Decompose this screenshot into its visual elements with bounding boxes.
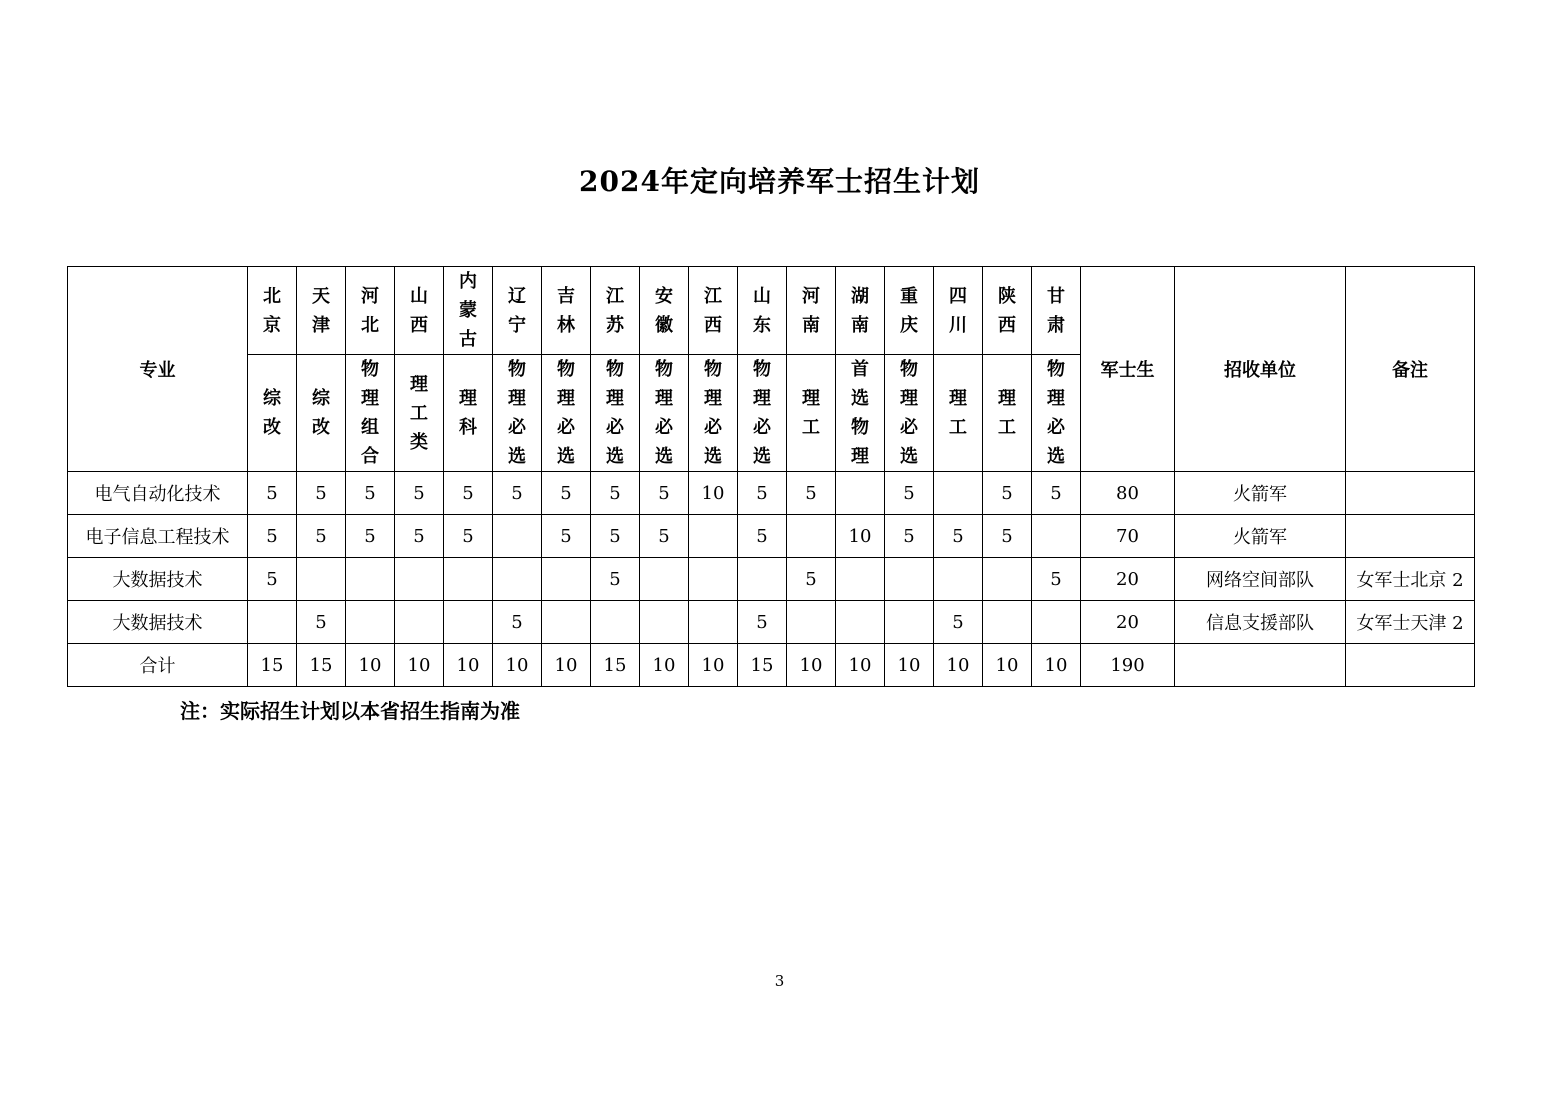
quota-cell: 5 [542, 472, 591, 515]
province-header [787, 267, 836, 355]
unit-cell: 火箭军 [1175, 472, 1346, 515]
subject-header [542, 355, 591, 472]
table-row [68, 515, 1475, 558]
quota-cell: 5 [395, 472, 444, 515]
quota-cell: 10 [689, 644, 738, 687]
quota-cell: 10 [346, 644, 395, 687]
quota-cell: 5 [248, 558, 297, 601]
province-header [689, 267, 738, 355]
quota-cell: 10 [787, 644, 836, 687]
quota-cell [395, 601, 444, 644]
quota-cell: 5 [591, 472, 640, 515]
subject-label: 理工 [998, 388, 1016, 438]
quota-cell [836, 601, 885, 644]
province-label: 安徽 [655, 285, 673, 336]
quota-cell [934, 472, 983, 515]
subject-label: 物理组合 [361, 359, 379, 467]
quota-cell [297, 558, 346, 601]
table-row [68, 601, 1475, 644]
quota-cell [640, 601, 689, 644]
quota-cell [493, 515, 542, 558]
quota-cell [787, 601, 836, 644]
remark-cell: 女军士北京 2 [1346, 558, 1475, 601]
major-cell: 合计 [68, 644, 248, 687]
quota-cell: 5 [885, 472, 934, 515]
subject-label: 物理必选 [900, 359, 918, 467]
quota-cell [689, 601, 738, 644]
province-header [395, 267, 444, 355]
quota-cell: 5 [248, 472, 297, 515]
quota-cell: 5 [640, 472, 689, 515]
quota-cell [1032, 515, 1081, 558]
unit-cell: 信息支援部队 [1175, 601, 1346, 644]
quota-cell [836, 472, 885, 515]
quota-cell [395, 558, 444, 601]
major-header: 专业 [68, 267, 248, 472]
subject-header [444, 355, 493, 472]
enrollment-plan-table [67, 266, 1475, 687]
total-cell: 70 [1081, 515, 1175, 558]
subject-header [346, 355, 395, 472]
remark-cell [1346, 644, 1475, 687]
quota-cell: 5 [591, 515, 640, 558]
quota-cell [983, 601, 1032, 644]
quota-cell: 5 [738, 601, 787, 644]
quota-cell [346, 558, 395, 601]
subject-header [934, 355, 983, 472]
subject-header [591, 355, 640, 472]
province-header [542, 267, 591, 355]
unit-header: 招收单位 [1175, 267, 1346, 472]
quota-cell: 5 [493, 601, 542, 644]
subject-label: 物理必选 [508, 359, 526, 467]
quota-cell [934, 558, 983, 601]
province-header [1032, 267, 1081, 355]
quota-cell: 10 [836, 515, 885, 558]
total-cell: 80 [1081, 472, 1175, 515]
table-body [68, 472, 1475, 687]
subject-header [689, 355, 738, 472]
province-header [983, 267, 1032, 355]
quota-cell: 5 [297, 472, 346, 515]
province-header [885, 267, 934, 355]
quota-cell: 10 [1032, 644, 1081, 687]
province-label: 重庆 [900, 285, 918, 336]
quota-cell: 5 [738, 515, 787, 558]
quota-cell: 10 [689, 472, 738, 515]
quota-cell [885, 558, 934, 601]
quota-cell [983, 558, 1032, 601]
quota-cell: 10 [493, 644, 542, 687]
quota-cell [493, 558, 542, 601]
quota-cell: 5 [493, 472, 542, 515]
major-cell: 大数据技术 [68, 601, 248, 644]
subject-header [885, 355, 934, 472]
quota-cell: 5 [934, 601, 983, 644]
province-label: 甘肃 [1047, 285, 1065, 336]
province-label: 天津 [312, 285, 330, 336]
quota-cell [885, 601, 934, 644]
subject-header [738, 355, 787, 472]
province-label: 陕西 [998, 285, 1016, 336]
province-label: 河北 [361, 285, 379, 336]
subject-label: 理工 [802, 388, 820, 438]
province-header [591, 267, 640, 355]
quota-cell [542, 601, 591, 644]
province-header [297, 267, 346, 355]
subject-header [395, 355, 444, 472]
quota-cell: 10 [934, 644, 983, 687]
quota-cell [836, 558, 885, 601]
province-header [836, 267, 885, 355]
quota-cell: 5 [1032, 472, 1081, 515]
subject-header [787, 355, 836, 472]
quota-cell: 10 [836, 644, 885, 687]
quota-cell: 5 [738, 472, 787, 515]
quota-cell: 5 [934, 515, 983, 558]
subject-label: 物理必选 [704, 359, 722, 467]
total-row [68, 644, 1475, 687]
subject-header [297, 355, 346, 472]
major-cell: 电气自动化技术 [68, 472, 248, 515]
province-header [346, 267, 395, 355]
quota-cell: 5 [542, 515, 591, 558]
table-row [68, 558, 1475, 601]
total-cell: 20 [1081, 558, 1175, 601]
unit-cell: 网络空间部队 [1175, 558, 1346, 601]
quota-cell [591, 601, 640, 644]
subject-label: 物理必选 [655, 359, 673, 467]
quota-cell: 5 [444, 515, 493, 558]
quota-cell: 10 [983, 644, 1032, 687]
quota-cell [787, 515, 836, 558]
quota-cell: 5 [297, 601, 346, 644]
subject-label: 物理必选 [1047, 359, 1065, 467]
subject-label: 综改 [312, 388, 330, 438]
quota-cell: 10 [444, 644, 493, 687]
province-header [493, 267, 542, 355]
province-label: 山西 [410, 285, 428, 336]
subject-header [836, 355, 885, 472]
unit-cell: 火箭军 [1175, 515, 1346, 558]
subject-label: 首选物理 [851, 359, 869, 467]
quota-cell: 15 [738, 644, 787, 687]
quota-cell: 5 [346, 472, 395, 515]
subject-header [983, 355, 1032, 472]
quota-cell [248, 601, 297, 644]
subject-label: 物理必选 [557, 359, 575, 467]
province-label: 吉林 [557, 285, 575, 336]
subject-label: 物理必选 [753, 359, 771, 467]
quota-cell: 15 [248, 644, 297, 687]
quota-cell [738, 558, 787, 601]
quota-cell: 5 [297, 515, 346, 558]
quota-cell: 15 [591, 644, 640, 687]
subject-label: 综改 [263, 388, 281, 438]
quota-cell: 5 [591, 558, 640, 601]
quota-cell: 5 [787, 558, 836, 601]
subject-header [248, 355, 297, 472]
subject-label: 物理必选 [606, 359, 624, 467]
quota-cell: 5 [444, 472, 493, 515]
subject-header [493, 355, 542, 472]
total-cell: 20 [1081, 601, 1175, 644]
major-cell: 大数据技术 [68, 558, 248, 601]
subject-header [1032, 355, 1081, 472]
quota-cell [346, 601, 395, 644]
quota-cell: 15 [297, 644, 346, 687]
quota-cell [1032, 601, 1081, 644]
page-number: 3 [774, 972, 785, 990]
footnote: 注：实际招生计划以本省招生指南为准 [180, 699, 520, 723]
quota-cell [689, 515, 738, 558]
quota-cell [689, 558, 738, 601]
unit-cell [1175, 644, 1346, 687]
quota-cell: 10 [395, 644, 444, 687]
major-cell: 电子信息工程技术 [68, 515, 248, 558]
province-label: 江苏 [606, 285, 624, 336]
province-label: 湖南 [851, 285, 869, 336]
quota-cell: 10 [885, 644, 934, 687]
quota-cell: 10 [640, 644, 689, 687]
quota-cell: 5 [640, 515, 689, 558]
province-header [444, 267, 493, 355]
province-header [640, 267, 689, 355]
quota-cell: 5 [983, 472, 1032, 515]
subject-label: 理工 [949, 388, 967, 438]
total-header: 军士生 [1081, 267, 1175, 472]
quota-cell: 5 [395, 515, 444, 558]
province-label: 内蒙古 [459, 271, 477, 350]
quota-cell: 5 [983, 515, 1032, 558]
quota-cell: 5 [787, 472, 836, 515]
remark-cell: 女军士天津 2 [1346, 601, 1475, 644]
quota-cell: 10 [542, 644, 591, 687]
province-label: 四川 [949, 285, 967, 336]
province-header [738, 267, 787, 355]
subject-label: 理科 [459, 388, 477, 438]
quota-cell [542, 558, 591, 601]
province-label: 河南 [802, 285, 820, 336]
header-row-provinces [68, 267, 1475, 355]
total-cell: 190 [1081, 644, 1175, 687]
quota-cell [640, 558, 689, 601]
quota-cell: 5 [248, 515, 297, 558]
subject-label: 理工类 [410, 373, 428, 453]
quota-cell: 5 [1032, 558, 1081, 601]
province-label: 江西 [704, 285, 722, 336]
remark-cell [1346, 515, 1475, 558]
subject-header [640, 355, 689, 472]
document-title: 2024年定向培养军士招生计划 [579, 165, 980, 198]
province-label: 北京 [263, 285, 281, 336]
province-header [248, 267, 297, 355]
province-label: 山东 [753, 285, 771, 336]
quota-cell: 5 [346, 515, 395, 558]
province-label: 辽宁 [508, 285, 526, 336]
quota-cell [444, 558, 493, 601]
province-header [934, 267, 983, 355]
remark-header: 备注 [1346, 267, 1475, 472]
quota-cell [444, 601, 493, 644]
quota-cell: 5 [885, 515, 934, 558]
table-row [68, 472, 1475, 515]
remark-cell [1346, 472, 1475, 515]
